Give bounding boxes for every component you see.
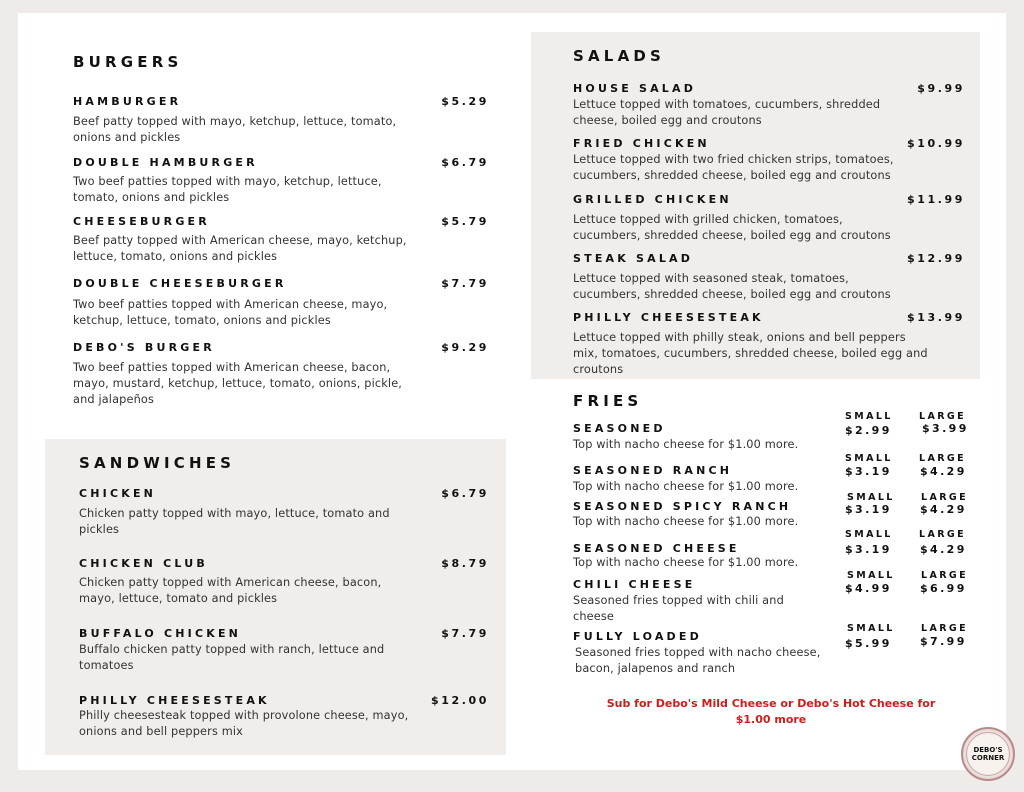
price-large: $4.29 — [920, 465, 967, 478]
item-name: BUFFALO CHICKEN — [79, 627, 242, 640]
item-description: Top with nacho cheese for $1.00 more. — [573, 515, 799, 528]
item-name: CHICKEN — [79, 487, 157, 500]
item-name: PHILLY CHEESESTEAK — [79, 694, 270, 707]
item-description: Lettuce topped with two fried chicken strips, tomatoes, cucumbers, shredded cheese, boiled egg and croutons — [573, 153, 894, 182]
item-name: CHICKEN CLUB — [79, 557, 208, 570]
item-name: SEASONED CHEESE — [573, 542, 740, 555]
size-label-large: LARGE — [921, 570, 969, 581]
item-price: $13.99 — [906, 311, 965, 324]
section-title-burgers: BURGERS — [73, 53, 183, 71]
size-label-large: LARGE — [921, 492, 969, 503]
item-price: $6.79 — [441, 156, 489, 169]
item-description: Two beef patties topped with mayo, ketchup, lettuce, tomato, onions and pickles — [73, 175, 382, 204]
item-description: Beef patty topped with mayo, ketchup, lettuce, tomato, onions and pickles — [73, 115, 397, 144]
item-price: $9.29 — [441, 341, 489, 354]
item-name: HAMBURGER — [73, 95, 182, 108]
item-price: $12.00 — [430, 694, 489, 707]
item-description: Beef patty topped with American cheese, mayo, ketchup, lettuce, tomato, onions and pickles — [73, 234, 407, 263]
item-name: DOUBLE HAMBURGER — [73, 156, 258, 169]
size-label-large: LARGE — [919, 529, 967, 540]
size-label-large: LARGE — [919, 453, 967, 464]
size-label-small: SMALL — [845, 411, 893, 422]
item-description: Top with nacho cheese for $1.00 more. — [573, 556, 799, 569]
size-label-large: LARGE — [919, 411, 967, 422]
item-description: Lettuce topped with grilled chicken, tomatoes, cucumbers, shredded cheese, boiled egg and croutons — [573, 213, 891, 242]
item-name: SEASONED — [573, 422, 666, 435]
price-large: $4.29 — [920, 543, 967, 556]
item-description: Lettuce topped with philly steak, onions and bell peppers mix, tomatoes, cucumbers, shredded cheese, boiled egg and croutons — [573, 331, 928, 376]
price-small: $4.99 — [845, 582, 892, 595]
item-price: $7.79 — [441, 277, 489, 290]
item-name: SEASONED SPICY RANCH — [573, 500, 792, 513]
item-description: Two beef patties topped with American cheese, mayo, ketchup, lettuce, tomato, onions and pickles — [73, 298, 388, 327]
item-description: Seasoned fries topped with chili and cheese — [573, 594, 784, 623]
logo-text-line2: CORNER — [971, 754, 1005, 762]
item-description: Chicken patty topped with American cheese, bacon, mayo, lettuce, tomato and pickles — [79, 576, 382, 605]
logo-text-line1: DEBO'S — [973, 746, 1003, 754]
size-label-small: SMALL — [847, 570, 895, 581]
item-name: PHILLY CHEESESTEAK — [573, 311, 764, 324]
item-name: SEASONED RANCH — [573, 464, 733, 477]
item-price: $7.79 — [441, 627, 489, 640]
price-large: $3.99 — [922, 422, 969, 435]
item-name: GRILLED CHICKEN — [573, 193, 732, 206]
item-description: Lettuce topped with seasoned steak, tomatoes, cucumbers, shredded cheese, boiled egg and croutons — [573, 272, 891, 301]
item-price: $9.99 — [917, 82, 965, 95]
size-label-small: SMALL — [847, 623, 895, 634]
item-name: STEAK SALAD — [573, 252, 694, 265]
item-name: CHEESEBURGER — [73, 215, 210, 228]
item-price: $5.29 — [441, 95, 489, 108]
item-name: DEBO'S BURGER — [73, 341, 215, 354]
item-name: FRIED CHICKEN — [573, 137, 710, 150]
item-description: Philly cheesesteak topped with provolone cheese, mayo, onions and bell peppers mix — [79, 709, 409, 738]
item-name: CHILI CHEESE — [573, 578, 696, 591]
section-title-salads: SALADS — [573, 47, 666, 65]
item-description: Top with nacho cheese for $1.00 more. — [573, 438, 799, 451]
item-price: $12.99 — [906, 252, 965, 265]
item-price: $5.79 — [441, 215, 489, 228]
item-description: Lettuce topped with tomatoes, cucumbers, shredded cheese, boiled egg and croutons — [573, 98, 881, 127]
item-description: Chicken patty topped with mayo, lettuce, tomato and pickles — [79, 507, 390, 536]
price-small: $3.19 — [845, 503, 892, 516]
item-description: Two beef patties topped with American cheese, bacon, mayo, mustard, ketchup, lettuce, tomato, onions, pickle, and jalapeños — [73, 361, 403, 406]
price-large: $6.99 — [920, 582, 967, 595]
price-small: $3.19 — [845, 465, 892, 478]
item-price: $11.99 — [906, 193, 965, 206]
item-name: FULLY LOADED — [573, 630, 702, 643]
section-title-sandwiches: SANDWICHES — [79, 454, 236, 472]
item-name: DOUBLE CHEESEBURGER — [73, 277, 287, 290]
item-description: Seasoned fries topped with nacho cheese, bacon, jalapenos and ranch — [575, 646, 821, 675]
size-label-small: SMALL — [845, 529, 893, 540]
cheese-sub-note: Sub for Debo's Mild Cheese or Debo's Hot Cheese for $1.00 more — [606, 697, 936, 726]
size-label-large: LARGE — [921, 623, 969, 634]
price-small: $2.99 — [845, 424, 892, 437]
item-price: $8.79 — [441, 557, 489, 570]
price-small: $5.99 — [845, 637, 892, 650]
size-label-small: SMALL — [847, 492, 895, 503]
item-description: Top with nacho cheese for $1.00 more. — [573, 480, 799, 493]
item-description: Buffalo chicken patty topped with ranch, lettuce and tomatoes — [79, 643, 385, 672]
section-title-fries: FRIES — [573, 392, 643, 410]
debos-corner-logo — [961, 727, 1015, 781]
size-label-small: SMALL — [845, 453, 893, 464]
item-price: $10.99 — [906, 137, 965, 150]
price-small: $3.19 — [845, 543, 892, 556]
price-large: $4.29 — [920, 503, 967, 516]
price-large: $7.99 — [920, 635, 967, 648]
item-price: $6.79 — [441, 487, 489, 500]
item-name: HOUSE SALAD — [573, 82, 697, 95]
